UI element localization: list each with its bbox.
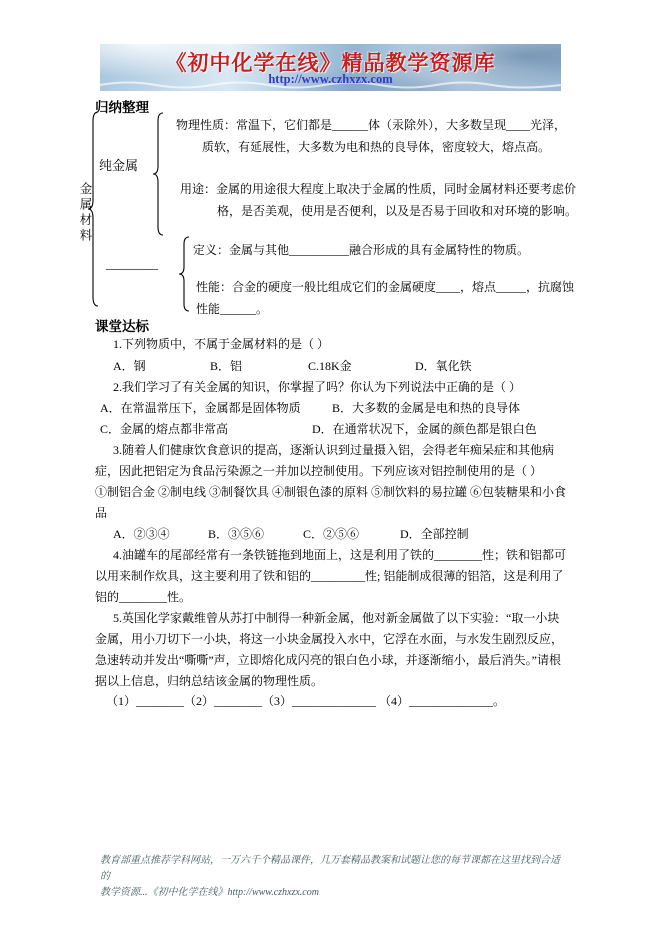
footer-line-2-text: 教学资源...《初中化学在线》 <box>100 887 228 898</box>
question-1-options <box>113 356 472 377</box>
banner-title: 《初中化学在线》精品教学资源库 <box>165 51 496 75</box>
question-3-items: ①制铝合金 ②制电线 ③制餐饮具 ④制银色漆的原料 ⑤制饮料的易拉罐 ⑥包装糖果和小食品 <box>95 485 567 520</box>
option-item: C．②⑤⑥ <box>303 527 360 541</box>
option-item: A．钢 <box>113 359 146 373</box>
section-heading-quiz: 课堂达标 <box>95 319 149 334</box>
footer-url-link[interactable]: http://www.czhxzx.com <box>227 887 319 898</box>
footer-line-2 <box>100 885 562 901</box>
map-pure-metal-label: 纯金属 <box>99 158 139 173</box>
map-physical-properties-text: 物理性质：常温下，它们都是______体（汞除外），大多数呈现____光泽，质软，有延展性，大多数为电和热的良导体，密度较大，熔点高。 <box>176 118 567 154</box>
question-5: 5.英国化学家戴维曾从苏打中制得一种新金属，他对新金属做了以下实验：“取一小块金属，用小刀切下一小块，将这一小块金属投入水中，它浮在水面，与水发生剧烈反应，急速转动并发出“嘶嘶”声，立即熔化成闪亮的银白色小球，并逐渐缩小，最后消失。”请根据以上信息，归纳总结该金属的物理性质。 <box>95 611 564 688</box>
question-3: 3.随着人们健康饮食意识的提高，逐渐认识到过量摄入铝，会得老年痴呆症和其他病症，因此把铝定为食品污染源之一并加以控制使用。下列应该对铝控制使用的是（ ） <box>95 443 555 478</box>
option-item: C.18K金 <box>308 359 352 373</box>
question-2-options-ab <box>100 398 520 419</box>
question-1: 1.下列物质中，不属于金属材料的是（ ） <box>113 337 330 351</box>
map-performance-text: 性能：合金的硬度一般比组成它们的金属硬度____，熔点_____，抗腐蚀性能______。 <box>196 280 575 316</box>
question-2: 2.我们学习了有关金属的知识，你掌握了吗？你认为下列说法中正确的是（ ） <box>113 380 522 394</box>
answer-blanks: （1）________（2）________（3）______________ （4）______________。 <box>106 694 506 708</box>
option-item: D．全部控制 <box>400 527 469 541</box>
option-item: A．②③④ <box>113 527 170 541</box>
question-4: 4.油罐车的尾部经常有一条铁链拖到地面上，这是利用了铁的________性；铁和铝都可以用来制作炊具，这主要利用了铁和铝的_________性; 铝能制成很薄的铝箔，这是利用了铝的________性。 <box>95 548 567 604</box>
brace-pure-metal <box>152 112 165 236</box>
banner-url-link[interactable]: http://www.czhxzx.com <box>268 72 393 86</box>
footer-line-1: 教育部重点推荐学科网站，一万六千个精品课件，几万套精品教案和试题让您的每节课都在这里找到合适的 <box>100 855 560 882</box>
section-heading-review: 归纳整理 <box>95 100 149 115</box>
option-item: D．氧化铁 <box>415 359 472 373</box>
map-alloy-blank: ________ <box>106 256 158 271</box>
option-item: C．金属的熔点都非常高 <box>100 422 229 436</box>
brace-root <box>87 111 100 307</box>
site-banner <box>100 44 561 91</box>
option-item: A．在常温常压下，金属都是固体物质 <box>100 401 301 415</box>
map-definition-text: 定义：金属与其他__________融合形成的具有金属特性的物质。 <box>193 243 530 257</box>
footer-note <box>100 853 562 901</box>
map-root-label: 金属材料 <box>78 182 92 244</box>
brace-alloy <box>178 236 191 312</box>
option-item: B．③⑤⑥ <box>208 527 265 541</box>
question-3-options <box>113 524 469 545</box>
question-2-options-cd <box>100 419 537 440</box>
option-item: B．大多数的金属是电和热的良导体 <box>332 401 521 415</box>
option-item: D．在通常状况下，金属的颜色都是银白色 <box>312 422 537 436</box>
map-uses-text: 用途：金属的用途很大程度上取决于金属的性质，同时金属材料还要考虑价格，是否美观，使用是否便利，以及是否易于回收和对环境的影响。 <box>180 182 578 218</box>
option-item: B．铝 <box>210 359 243 373</box>
